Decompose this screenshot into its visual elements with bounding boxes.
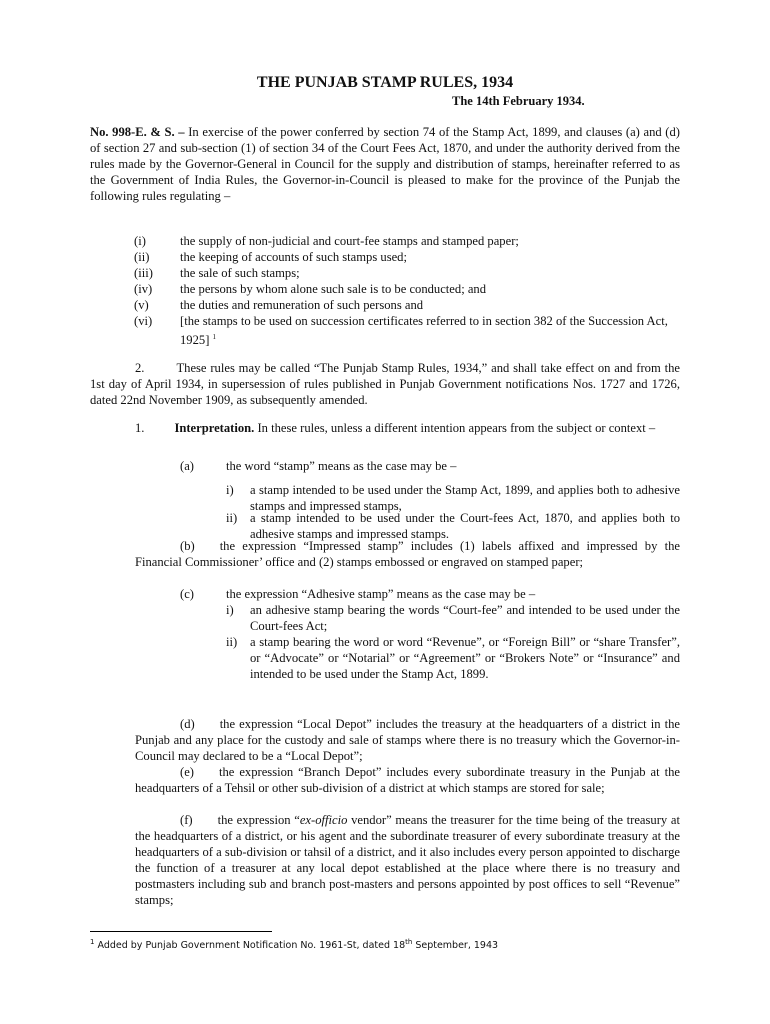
sub-item-text: a stamp intended to be used under the Stamp Act, 1899, and applies both to adhesive stamps and impressed stamps, xyxy=(250,483,680,513)
sub-item-label: ii) xyxy=(226,511,238,525)
document-date: The 14th February 1934. xyxy=(452,94,585,108)
list-item: the sale of such stamps; xyxy=(180,266,300,280)
sub-item-text: a stamp bearing the word or word “Revenue”, or “Foreign Bill” or “share Transfer”, or “Advocate” or “Notarial” or “Agreement” or “Brokers Note” or “Insurance” and intended to be used under the Stamp Act, 1899. xyxy=(250,635,680,681)
definition-b-paragraph xyxy=(135,538,680,570)
rule-2-text: These rules may be called “The Punjab Stamp Rules, 1934,” and shall take effect on and from the 1st day of April 1934, in supersession of rules published in Punjab Government notifications Nos. 1727 and 1726, dated 22nd November 1909, as subsequently amended. xyxy=(90,361,680,407)
list-item-number: (ii) xyxy=(134,250,150,264)
definition-b-text: the expression “Impressed stamp” includes (1) labels affixed and impressed by the Financial Commissioner’ office and (2) stamps embossed or engraved on stamped paper; xyxy=(135,539,680,569)
list-item: the keeping of accounts of such stamps used; xyxy=(180,250,407,264)
interpretation-number: 1. xyxy=(135,421,145,435)
definition-label: (c) xyxy=(180,587,194,601)
document-title: THE PUNJAB STAMP RULES, 1934 xyxy=(256,74,514,91)
interpretation-paragraph xyxy=(90,420,680,436)
definition-label: (b) xyxy=(180,539,195,553)
rule-2-number: 2. xyxy=(135,361,145,375)
footnote-ordinal: th xyxy=(405,938,413,946)
definition-d-text: the expression “Local Depot” includes the treasury at the headquarters of a district in the Punjab and any place for the custody and sale of stamps where there is no treasury which the Governor-in-Council may declared to be a “Local Depot”; xyxy=(135,717,680,763)
definition-c-text: the expression “Adhesive stamp” means as the case may be – xyxy=(226,587,536,601)
definition-f-post: vendor” means the treasurer for the time being of the treasury at the headquarters of a district, or his agent and the subordinate treasurer of every subordinate treasury at the headquarters of a sub-division or tahsil of a district, and it also includes every person appointed to discharge the function of a treasurer at any local depot established at the place where there is no treasury and postmasters including sub and branch post-masters and persons appointed by post offices to sell “Revenue” stamps; xyxy=(135,813,680,907)
definition-label: (e) xyxy=(180,765,194,779)
preamble-paragraph xyxy=(90,124,680,204)
sub-item-text: a stamp intended to be used under the Court-fees Act, 1870, and applies both to adhesive stamps and impressed stamps. xyxy=(250,511,680,541)
definition-label: (f) xyxy=(180,813,193,827)
definition-f-pre: the expression “ xyxy=(217,813,300,827)
preamble-text: In exercise of the power conferred by section 74 of the Stamp Act, 1899, and clauses (a) and (d) of section 27 and sub-section (1) of section 34 of the Court Fees Act, 1870, and under the authority derived from the rules made by the Governor-General in Council for the supply and distribution of stamps, hereinafter referred to as the Government of India Rules, the Governor-in-Council is pleased to make for the province of the Punjab the following rules regulating – xyxy=(90,125,680,203)
list-item-number: (vi) xyxy=(134,314,153,328)
definition-label: (d) xyxy=(180,717,195,731)
list-item-number: (i) xyxy=(134,234,146,248)
footnote-reference[interactable]: 1 xyxy=(212,333,217,341)
definition-f-paragraph xyxy=(135,812,680,908)
sub-item-label: ii) xyxy=(226,635,238,649)
notification-number: No. 998-E. & S. – xyxy=(90,125,185,139)
interpretation-text: In these rules, unless a different intention appears from the subject or context – xyxy=(254,421,656,435)
definition-a-text: the word “stamp” means as the case may be – xyxy=(226,459,457,473)
list-item: the supply of non-judicial and court-fee stamps and stamped paper; xyxy=(180,234,519,248)
list-item: the duties and remuneration of such persons and xyxy=(180,298,424,312)
footnote-text: Added by Punjab Government Notification No. 1961-St, dated 18 xyxy=(94,940,406,952)
definition-f-italic: ex-officio xyxy=(299,813,348,827)
definition-label: (a) xyxy=(180,459,194,473)
footnote-text-end: September, 1943 xyxy=(412,940,499,952)
footnote-mark: 1 xyxy=(90,938,95,946)
sub-item-label: i) xyxy=(226,603,234,617)
definition-e-paragraph xyxy=(135,764,680,796)
interpretation-heading: Interpretation. xyxy=(174,421,255,435)
list-item xyxy=(180,313,685,348)
definition-d-paragraph xyxy=(135,716,680,764)
footnote-divider xyxy=(90,931,272,932)
list-item-number: (v) xyxy=(134,298,149,312)
footnote xyxy=(90,938,498,951)
list-item-number: (iii) xyxy=(134,266,153,280)
definition-e-text: the expression “Branch Depot” includes every subordinate treasury in the Punjab at the headquarters of a Tehsil or other sub-division of a district at which stamps are stored for sale; xyxy=(135,765,680,795)
list-item: the persons by whom alone such sale is to be conducted; and xyxy=(180,282,487,296)
sub-item-label: i) xyxy=(226,483,234,497)
list-item-text: [the stamps to be used on succession certificates referred to in section 382 of the Succession Act, 1925] xyxy=(180,314,668,348)
list-item-number: (iv) xyxy=(134,282,153,296)
sub-item-text: an adhesive stamp bearing the words “Court-fee” and intended to be used under the Court-fees Act; xyxy=(250,603,680,633)
rule-2-paragraph xyxy=(90,360,680,408)
